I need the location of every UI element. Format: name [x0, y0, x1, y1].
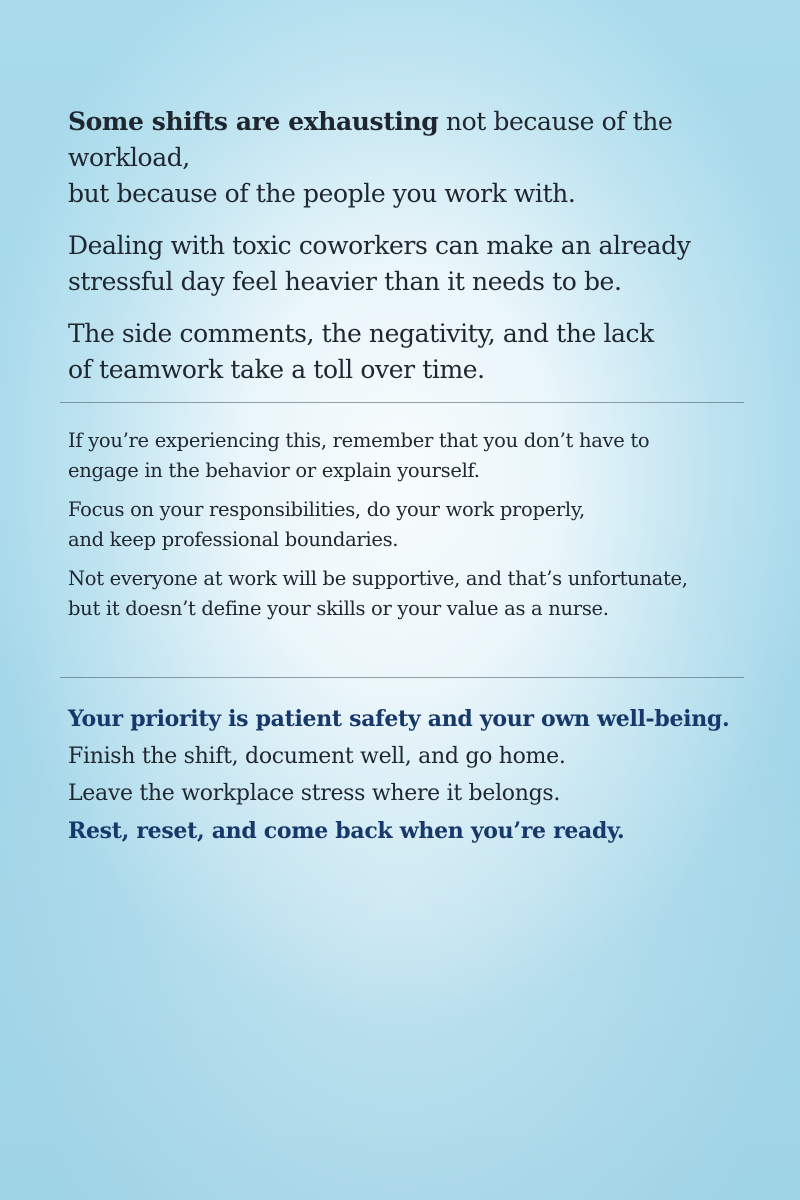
intro-line-6: of teamwork take a toll over time.	[68, 355, 485, 384]
divider-1	[60, 402, 744, 403]
priority-line	[68, 704, 768, 735]
divider-2	[60, 677, 744, 678]
closing-line: Rest, reset, and come back when you’re ready.	[68, 818, 625, 844]
advice-section	[68, 426, 768, 624]
advice-line-5: Not everyone at work will be supportive, and that’s unfortunate,	[68, 567, 688, 590]
finish-shift-line: Finish the shift, document well, and go home.	[68, 744, 566, 769]
intro-bold-phrase: Some shifts are exhausting	[68, 107, 439, 136]
leave-stress-line: Leave the workplace stress where it belongs.	[68, 781, 561, 806]
advice-line-6: but it doesn’t define your skills or your value as a nurse.	[68, 597, 609, 620]
advice-line-3: Focus on your responsibilities, do your work properly,	[68, 498, 585, 521]
advice-line-1: If you’re experiencing this, remember that you don’t have to	[68, 429, 650, 452]
intro-line-2: but because of the people you work with.	[68, 179, 576, 208]
intro-paragraph-1	[68, 104, 768, 212]
intro-line-1-rest: not because of the workload,	[68, 107, 673, 172]
advice-line-2: engage in the behavior or explain yourself.	[68, 459, 480, 482]
intro-paragraph-3	[68, 316, 768, 388]
advice-line-4: and keep professional boundaries.	[68, 528, 399, 551]
intro-section	[68, 104, 768, 388]
intro-paragraph-2	[68, 228, 768, 300]
priority-bold-phrase: Your priority is patient safety	[68, 706, 421, 732]
intro-line-5: The side comments, the negativity, and the lack	[68, 319, 654, 348]
intro-line-3: Dealing with toxic coworkers can make an already	[68, 231, 691, 260]
priority-section	[68, 704, 768, 846]
intro-line-4: stressful day feel heavier than it needs to be.	[68, 267, 622, 296]
priority-rest: and your own well-being.	[420, 706, 730, 732]
